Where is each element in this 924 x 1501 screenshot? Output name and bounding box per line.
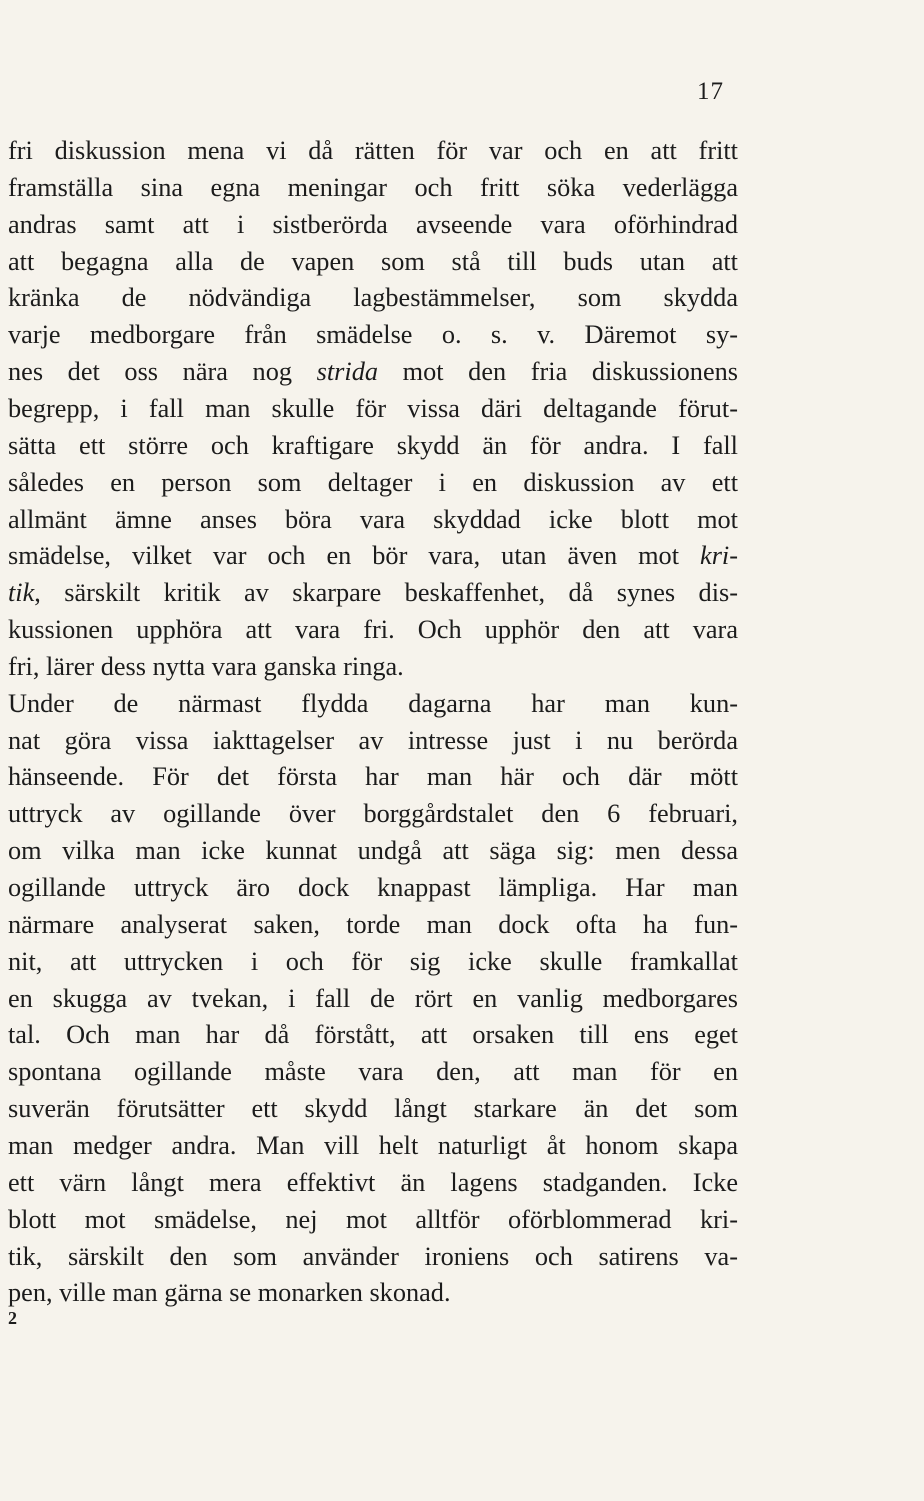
text-line: [8, 169, 738, 206]
text-segment: allmänt ämne anses böra vara skyddad icke blott mot: [8, 504, 738, 534]
text-line: [8, 1090, 738, 1127]
text-line: [8, 390, 738, 427]
text-segment: man medger andra. Man vill helt naturligt åt honom skapa: [8, 1130, 738, 1160]
text-line: [8, 427, 738, 464]
text-segment: framställa sina egna meningar och fritt söka vederlägga: [8, 172, 738, 202]
text-segment: fri diskussion mena vi då rätten för var och en att fritt: [8, 136, 738, 165]
text-segment: , särskilt kritik av skarpare beskaffenhet, då synes dis-: [34, 578, 738, 608]
text-line: [8, 1016, 738, 1053]
text-line: [8, 722, 738, 759]
text-line: [8, 832, 738, 869]
text-segment: närmare analyserat saken, torde man dock ofta ha fun-: [8, 909, 738, 939]
italic-word: kri-: [700, 541, 738, 571]
text-segment: att begagna alla de vapen som stå till buds utan att: [8, 246, 738, 276]
text-line: [8, 943, 738, 980]
text-line: [8, 1164, 738, 1201]
text-segment: Under de närmast flydda dagarna har man kun-: [8, 688, 738, 718]
text-segment: tik, särskilt den som använder ironiens och satirens va-: [8, 1241, 738, 1271]
signature-mark: 2: [8, 1308, 17, 1328]
text-segment: kussionen upphöra att vara fri. Och upphör den att vara: [8, 615, 738, 645]
text-line: [8, 758, 738, 795]
italic-word: tik: [8, 578, 35, 608]
text-segment: således en person som deltager i en diskussion av ett: [8, 467, 738, 497]
text-segment: kränka de nödvändiga lagbestämmelser, som skydda: [8, 283, 738, 313]
text-line: [8, 243, 738, 280]
text-segment: uttryck av ogillande över borggårdstalet den 6 februari,: [8, 799, 738, 829]
text-segment: ett värn långt mera effektivt än lagens stadganden. Icke: [8, 1167, 738, 1197]
page-number: 17: [697, 78, 724, 105]
text-line: [8, 685, 738, 722]
text-segment: nes det oss nära nog: [8, 357, 317, 387]
text-line: [8, 501, 738, 538]
text-segment: varje medborgare från smädelse o. s. v. Däremot sy-: [8, 320, 738, 350]
italic-word: strida: [316, 357, 379, 387]
text-line: [8, 1274, 738, 1311]
text-segment: suverän förutsätter ett skydd långt starkare än det som: [8, 1094, 738, 1124]
text-line: [8, 1053, 738, 1090]
text-segment: pen, ville man gärna se monarken skonad.: [8, 1278, 451, 1308]
text-line: [8, 206, 738, 243]
text-segment: sätta ett större och kraftigare skydd än för andra. I fall: [8, 430, 738, 460]
text-segment: en skugga av tvekan, i fall de rört en vanlig medborgares: [8, 983, 738, 1013]
text-line: [8, 574, 738, 611]
text-line: [8, 906, 738, 943]
text-line: [8, 611, 738, 648]
text-line: [8, 648, 738, 685]
text-segment: nit, att uttrycken i och för sig icke skulle framkallat: [8, 946, 738, 976]
text-segment: smädelse, vilket var och en bör vara, utan även mot: [8, 541, 701, 571]
text-segment: andras samt att i sistberörda avseende vara oförhindrad: [8, 209, 738, 239]
text-segment: blott mot smädelse, nej mot alltför oförblommerad kri-: [8, 1204, 738, 1234]
text-segment: nat göra vissa iakttagelser av intresse just i nu berörda: [8, 725, 738, 755]
text-line: [8, 279, 738, 316]
text-line: [8, 795, 738, 832]
text-line: [8, 1238, 738, 1275]
text-line: [8, 132, 738, 169]
text-line: [8, 353, 738, 390]
text-line: [8, 537, 738, 574]
text-line: [8, 1201, 738, 1238]
text-line: [8, 316, 738, 353]
text-segment: spontana ogillande måste vara den, att man för en: [8, 1057, 738, 1087]
text-segment: ogillande uttryck äro dock knappast lämpliga. Har man: [8, 873, 738, 902]
text-segment: tal. Och man har då förstått, att orsaken till ens eget: [8, 1020, 738, 1050]
text-line: [8, 869, 738, 906]
text-line: [8, 1127, 738, 1164]
text-line: [8, 980, 738, 1017]
text-line: [8, 464, 738, 501]
text-segment: hänseende. För det första har man här och där mött: [8, 762, 738, 792]
text-segment: begrepp, i fall man skulle för vissa däri deltagande förut-: [8, 393, 738, 423]
text-segment: om vilka man icke kunnat undgå att säga sig: men dessa: [8, 836, 738, 866]
text-segment: mot den fria diskussionens: [378, 357, 738, 387]
text-segment: fri, lärer dess nytta vara ganska ringa.: [8, 651, 404, 681]
